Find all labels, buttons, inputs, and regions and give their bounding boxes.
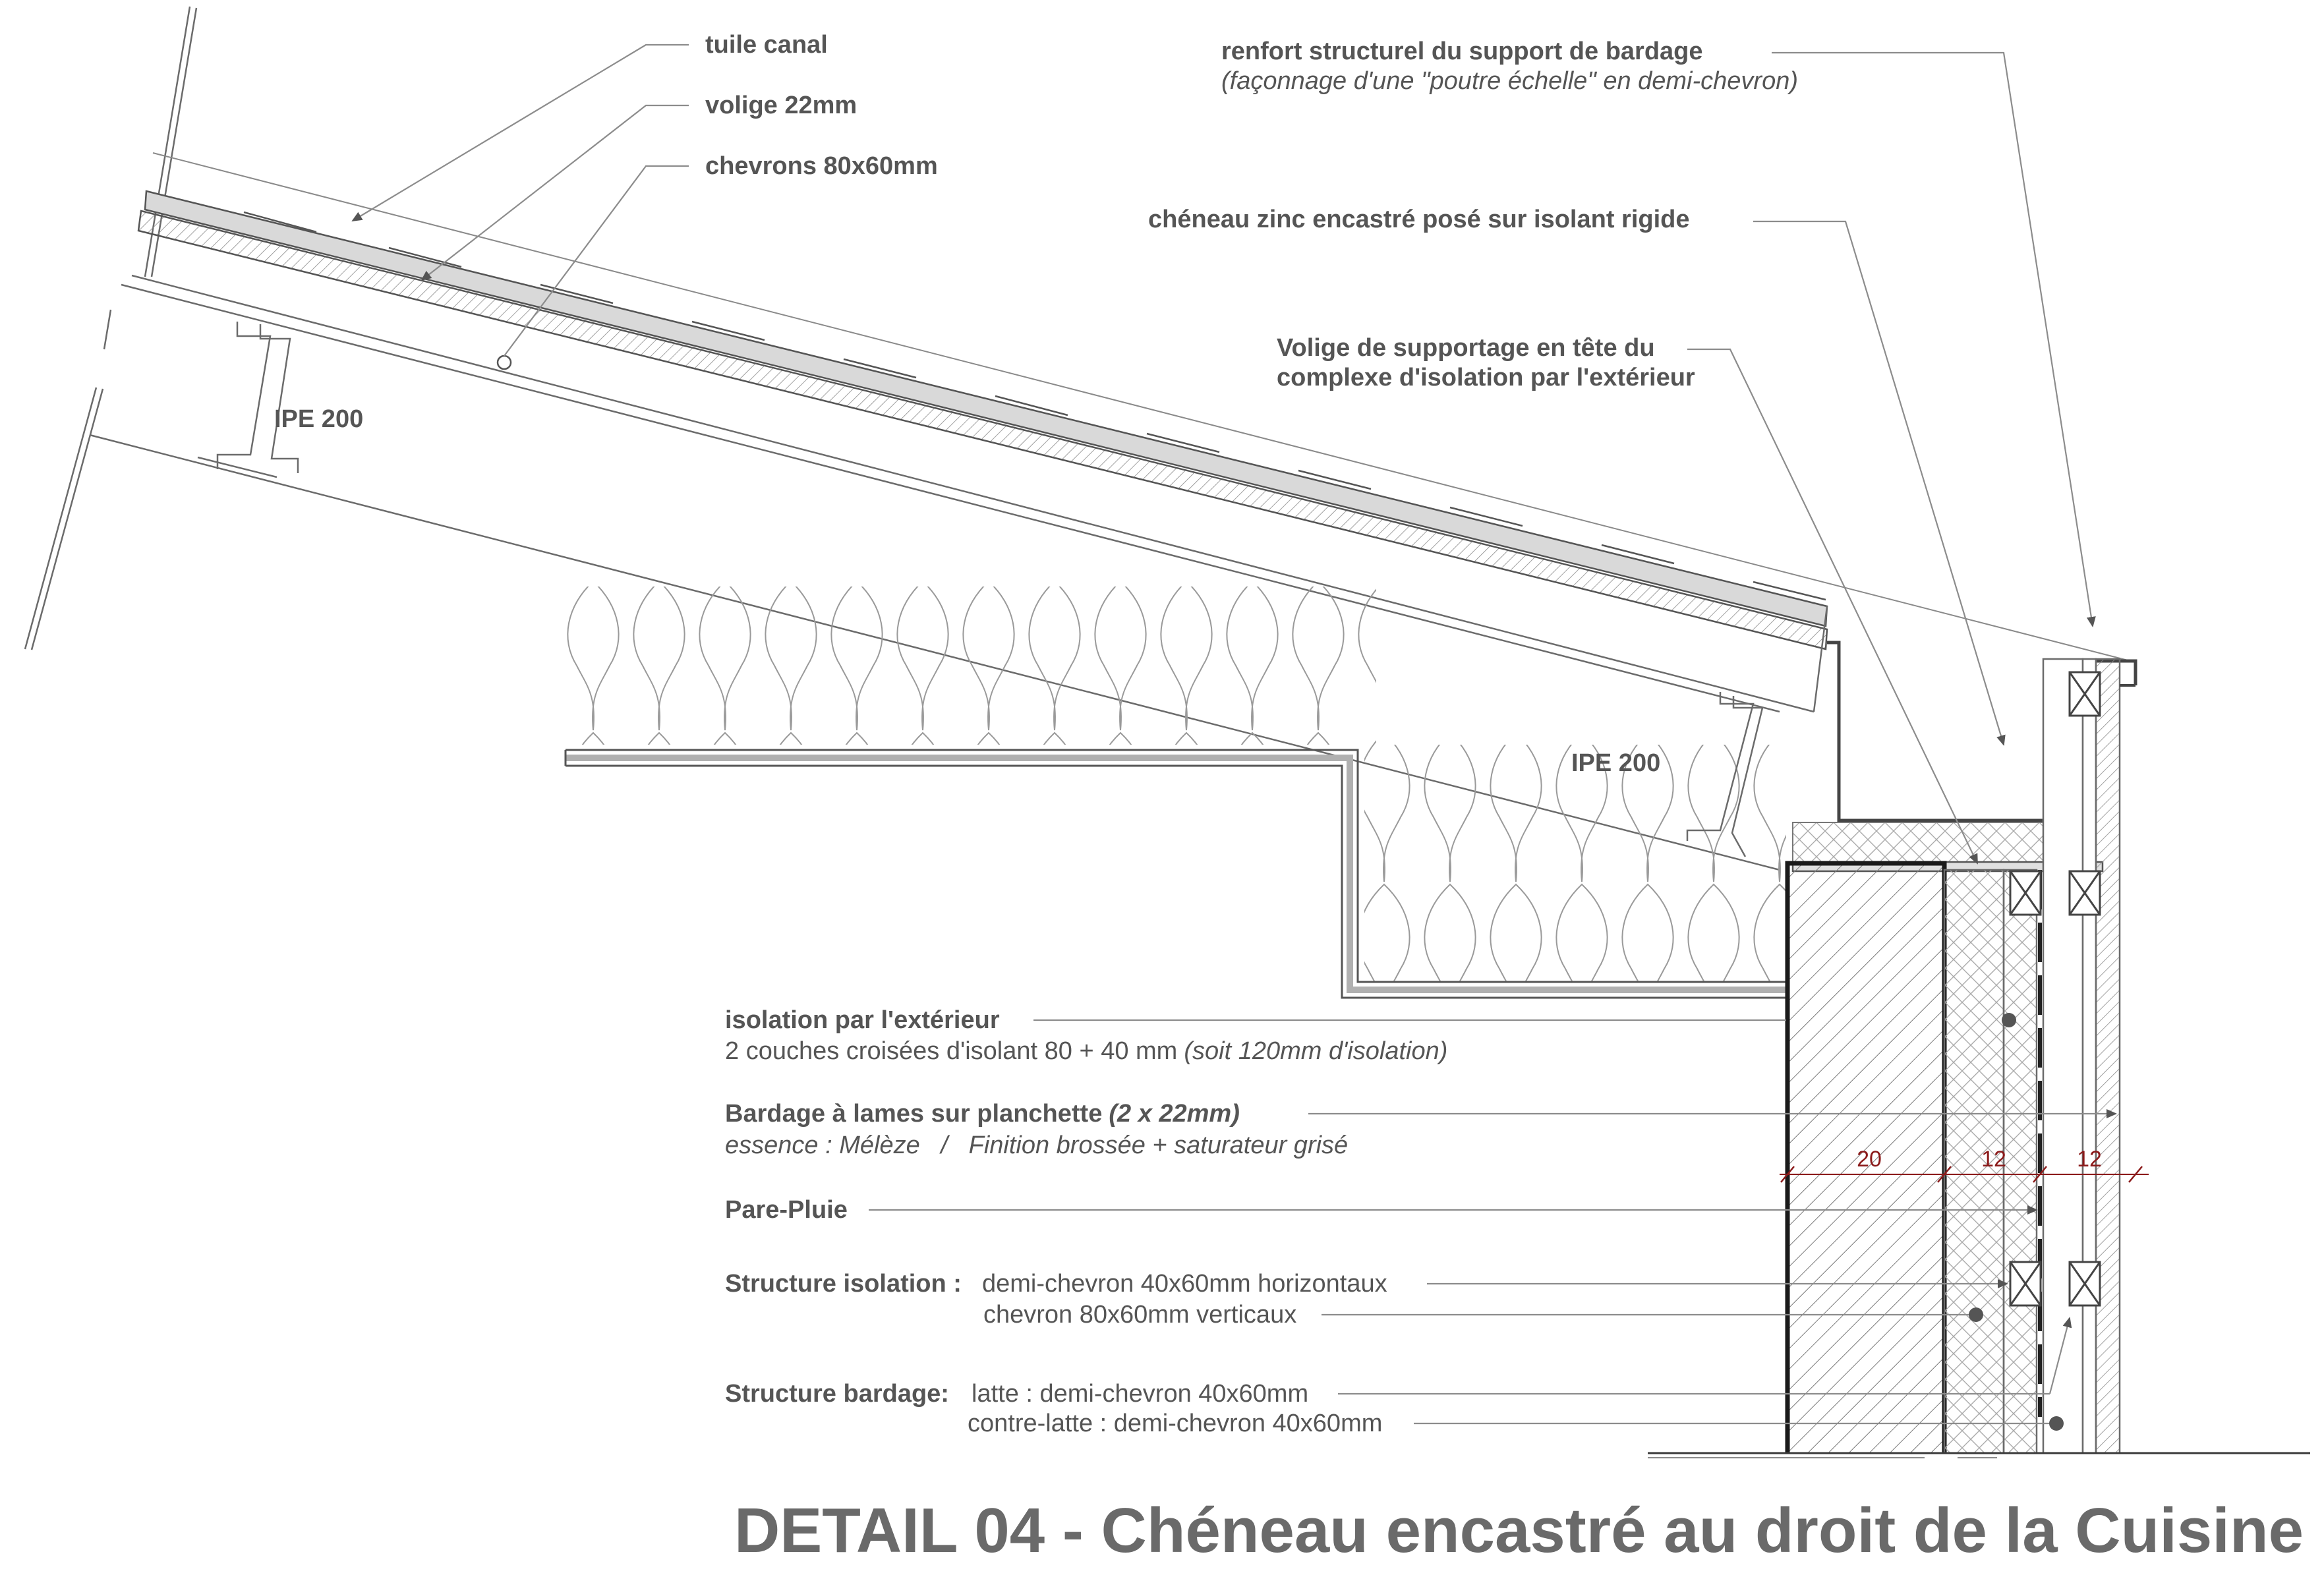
label-pare-pluie: Pare-Pluie [725,1196,848,1224]
label-cheneau: chéneau zinc encastré posé sur isolant rigide [1148,206,1690,233]
label-bardage-detail: essence : Mélèze / Finition brossée + saturateur grisé [725,1132,1349,1159]
wall-cut-line [32,389,103,650]
dimension-cladding: 12 [2077,1147,2102,1172]
label-volige: volige 22mm [705,92,857,119]
label-bardage: Bardage à lames sur planchette (2 x 22mm) [725,1100,1240,1128]
bardage-lames [2096,659,2120,1453]
label-structure-bardage: Structure bardage: [725,1380,949,1408]
label-chevrons: chevrons 80x60mm [705,152,938,180]
label-structure-bardage-2: contre-latte : demi-chevron 40x60mm [968,1410,1383,1437]
label-isolation-detail: 2 couches croisées d'isolant 80 + 40 mm (soit 120mm d'isolation) [725,1037,1448,1065]
dimension-wall: 20 [1857,1147,1882,1172]
dimension-insulation: 12 [1981,1147,2006,1172]
chevron-marker [498,356,511,369]
label-renfort-note: (façonnage d'une "poutre échelle" en demi-chevron) [1221,67,1799,95]
label-structure-bardage-1: latte : demi-chevron 40x60mm [972,1380,1309,1408]
wall-cut-line [25,387,96,649]
label-renfort: renfort structurel du support de bardage [1221,38,1703,65]
tuile-canal-layer [145,191,1827,626]
drawing-title: DETAIL 04 - Chéneau encastré au droit de la Cuisine [734,1495,2304,1566]
label-structure-isolation: Structure isolation : [725,1270,962,1298]
insulation-wool [566,587,1786,982]
label-structure-isolation-1: demi-chevron 40x60mm horizontaux [982,1270,1387,1298]
label-tuile-canal: tuile canal [705,31,828,59]
label-isolation: isolation par l'extérieur [725,1006,1000,1034]
wall-cut-line [104,310,111,349]
label-structure-isolation-2: chevron 80x60mm verticaux [983,1301,1297,1329]
volige-layer [138,211,1827,649]
roof-guide-line [153,153,2135,662]
label-ipe-right: IPE 200 [1571,749,1661,777]
label-ipe-left: IPE 200 [274,405,364,433]
label-volige-supportage-2: complexe d'isolation par l'extérieur [1277,364,1695,391]
label-volige-supportage: Volige de supportage en tête du [1277,334,1655,362]
